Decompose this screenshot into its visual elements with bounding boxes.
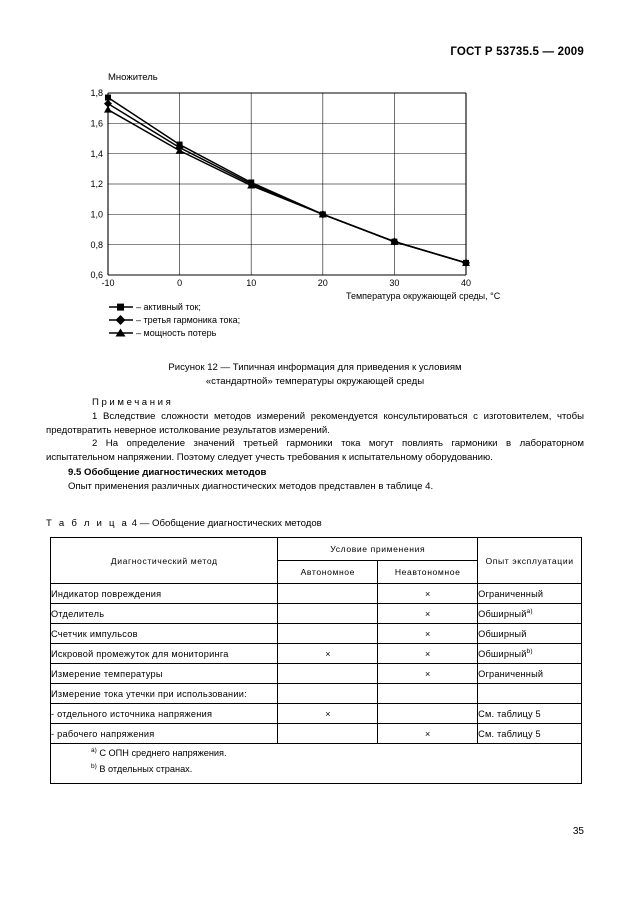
- table-body: [51, 584, 582, 744]
- y-tick-label: 1,0: [90, 209, 103, 220]
- cell-autonomous: [278, 724, 378, 744]
- x-tick-label: 0: [177, 278, 183, 288]
- footnote-mark: a): [91, 747, 97, 754]
- cell-method: Искровой промежуток для мониторинга: [51, 644, 278, 664]
- cell-experience: [478, 724, 582, 744]
- cell-non-autonomous: [378, 704, 478, 724]
- table-row: [51, 724, 582, 744]
- legend-item: [108, 313, 584, 326]
- legend-item: [108, 300, 584, 313]
- cell-experience-footnote-mark: a): [526, 607, 533, 615]
- cell-experience: [478, 704, 582, 724]
- table-title-rest: 4 — Обобщение диагностических методов: [131, 518, 322, 529]
- chart-x-tick-labels: [101, 278, 471, 288]
- cell-non-autonomous: ×: [378, 584, 478, 604]
- chart-y-axis-title: Множитель: [108, 72, 158, 83]
- cell-experience: [478, 684, 582, 704]
- line-chart-svg: [46, 85, 584, 290]
- y-tick-label: 1,8: [90, 88, 103, 99]
- table-row: [51, 584, 582, 604]
- x-tick-label: -10: [101, 278, 115, 288]
- y-tick-label: 0,6: [90, 270, 103, 281]
- th-conditions: Условие применения: [278, 538, 478, 561]
- cell-method: - отдельного источника напряжения: [51, 704, 278, 724]
- cell-method: Счетчик импульсов: [51, 624, 278, 644]
- cell-non-autonomous: [378, 684, 478, 704]
- chart-series-line: [108, 98, 466, 263]
- cell-autonomous: [278, 664, 378, 684]
- figure-caption-line-2: «стандартной» температуры окружающей среды: [205, 376, 425, 387]
- cell-experience-text: Обширный: [478, 609, 527, 620]
- cell-non-autonomous: ×: [378, 664, 478, 684]
- note-item: 1 Вследствие сложности методов измерений рекомендуется консультироваться с изготовителем, чтобы предотвратить неверное истолкование результатов измерений.: [46, 411, 584, 436]
- table-row: [51, 704, 582, 724]
- page-number: 35: [572, 826, 584, 837]
- cell-autonomous: [278, 684, 378, 704]
- y-tick-label: 1,6: [90, 118, 103, 129]
- cell-non-autonomous: ×: [378, 644, 478, 664]
- chart-data-point: [104, 106, 112, 113]
- page-header-standard: ГОСТ Р 53735.5 — 2009: [450, 46, 584, 58]
- y-tick-label: 1,2: [90, 179, 103, 190]
- table-row: [51, 604, 582, 624]
- x-tick-label: 40: [460, 278, 472, 288]
- chart-x-axis-title: Температура окружающей среды, °С: [346, 291, 501, 301]
- cell-experience-text: Ограниченный: [478, 668, 544, 679]
- table-header-row-1: [51, 538, 582, 561]
- chart-series-line: [108, 104, 466, 263]
- figure-12: [46, 72, 584, 389]
- th-method: Диагностический метод: [51, 538, 278, 584]
- x-tick-label: 30: [389, 278, 400, 288]
- cell-experience: [478, 604, 582, 624]
- footnote-text: С ОПН среднего напряжения.: [99, 748, 227, 759]
- footnote-item: [51, 760, 581, 776]
- cell-method: Измерение температуры: [51, 664, 278, 684]
- th-experience: Опыт эксплуатации: [478, 538, 582, 584]
- y-tick-label: 1,4: [90, 148, 103, 159]
- notes-block: [46, 396, 584, 464]
- cell-non-autonomous: ×: [378, 604, 478, 624]
- note-item: 2 На определение значений третьей гармоники тока могут повлиять гармоники в лабораторном испытательном напряжении. Поэтому следует учесть требования к испытательному оборудованию.: [46, 438, 584, 463]
- cell-method: Измерение тока утечки при использовании:: [51, 684, 278, 704]
- footnote-text: В отдельных странах.: [99, 764, 193, 775]
- cell-experience: [478, 584, 582, 604]
- cell-method: - рабочего напряжения: [51, 724, 278, 744]
- section-9-5: [46, 466, 584, 494]
- th-non-autonomous: Неавтономное: [378, 561, 478, 584]
- table-title-prefix: Т а б л и ц а: [46, 518, 130, 529]
- th-autonomous: Автономное: [278, 561, 378, 584]
- x-tick-label: 20: [317, 278, 328, 288]
- chart-y-tick-labels: [90, 88, 103, 280]
- cell-experience: [478, 624, 582, 644]
- x-tick-label: 10: [246, 278, 257, 288]
- legend-label: – третья гармоника тока;: [136, 314, 241, 325]
- cell-method: Отделитель: [51, 604, 278, 624]
- cell-non-autonomous: ×: [378, 724, 478, 744]
- legend-label: – мощность потерь: [136, 327, 217, 338]
- cell-experience-text: Обширный: [478, 649, 527, 660]
- section-paragraph: Опыт применения различных диагностических методов представлен в таблице 4.: [68, 481, 434, 492]
- cell-autonomous: ×: [278, 644, 378, 664]
- footnote-mark: b): [91, 763, 97, 771]
- cell-experience: [478, 664, 582, 684]
- cell-experience: [478, 644, 582, 664]
- diagnostic-methods-table: [50, 537, 582, 784]
- cell-autonomous: [278, 604, 378, 624]
- legend-label: – активный ток;: [136, 301, 201, 312]
- cell-non-autonomous: ×: [378, 624, 478, 644]
- table-title: [46, 518, 322, 529]
- section-heading: 9.5 Обобщение диагностических методов: [68, 467, 267, 478]
- cell-autonomous: [278, 624, 378, 644]
- chart-series-layer: [104, 95, 470, 267]
- table-row: [51, 684, 582, 704]
- chart-area: [46, 85, 584, 301]
- cell-experience-text: См. таблицу 5: [478, 728, 541, 739]
- cell-method: Индикатор повреждения: [51, 584, 278, 604]
- footnote-item: [51, 744, 581, 760]
- cell-autonomous: [278, 584, 378, 604]
- figure-caption-line-1: Рисунок 12 — Типичная информация для приведения к условиям: [168, 362, 462, 373]
- chart-legend: [108, 300, 584, 339]
- table-row: [51, 664, 582, 684]
- diamond-marker-icon: [108, 314, 134, 326]
- cell-experience-text: Ограниченный: [478, 588, 544, 599]
- cell-autonomous: ×: [278, 704, 378, 724]
- table-row: [51, 644, 582, 664]
- triangle-marker-icon: [108, 327, 134, 339]
- notes-title: Примечания: [92, 397, 174, 408]
- cell-experience-text: Обширный: [478, 628, 527, 639]
- table-footnotes: [51, 744, 582, 784]
- table-footnotes-row: [51, 744, 582, 784]
- y-tick-label: 0,8: [90, 239, 103, 250]
- cell-experience-footnote-mark: b): [526, 647, 533, 655]
- table-row: [51, 624, 582, 644]
- cell-experience-text: См. таблицу 5: [478, 708, 541, 719]
- legend-item: [108, 326, 584, 339]
- square-marker-icon: [108, 301, 134, 313]
- figure-caption: [46, 361, 584, 389]
